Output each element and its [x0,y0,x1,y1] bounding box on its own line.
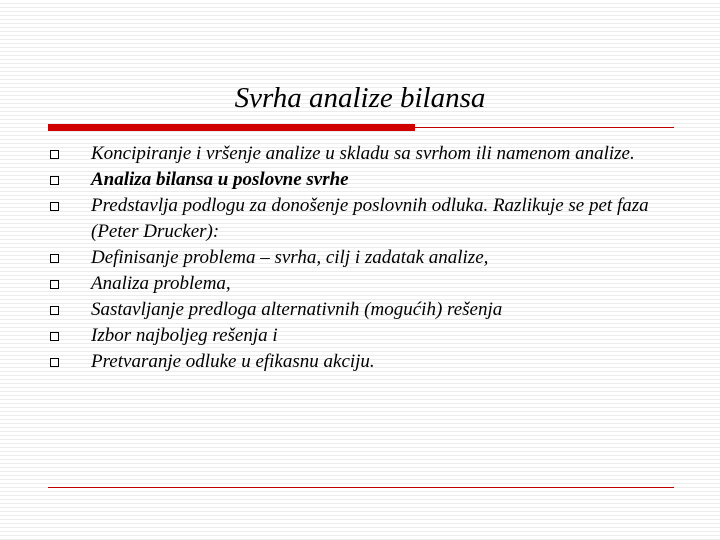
list-item [50,167,690,193]
title-underline-accent-bar [48,124,415,131]
bullet-text: Koncipiranje i vršenje analize u skladu sa svrhom ili namenom analize. [91,143,635,164]
bullet-text: Izbor najboljeg rešenja i [91,325,278,346]
list-item [50,271,690,297]
hollow-square-bullet-icon [50,332,59,341]
bullet-text: Analiza bilansa u poslovne svrhe [91,169,349,190]
bullet-text: Sastavljanje predloga alternativnih (mogućih) rešenja [91,299,503,320]
list-item [50,245,690,271]
hollow-square-bullet-icon [50,358,59,367]
slide-title: Svrha analize bilansa [234,82,486,114]
bullet-text: Predstavlja podlogu za donošenje poslovnih odluka. Razlikuje se pet faza (Peter Drucker): [91,195,649,242]
list-item [50,323,690,349]
bullet-list [50,141,690,375]
hollow-square-bullet-icon [50,150,59,159]
hollow-square-bullet-icon [50,202,59,211]
bullet-text: Analiza problema, [91,273,231,294]
bullet-text: Pretvaranje odluke u efikasnu akciju. [91,351,375,372]
hollow-square-bullet-icon [50,280,59,289]
hollow-square-bullet-icon [50,176,59,185]
list-item [50,141,690,167]
list-item [50,349,690,375]
list-item [50,193,690,245]
list-item [50,297,690,323]
bullet-text: Definisanje problema – svrha, cilj i zadatak analize, [91,247,489,268]
hollow-square-bullet-icon [50,306,59,315]
hollow-square-bullet-icon [50,254,59,263]
footer-divider [48,487,674,488]
